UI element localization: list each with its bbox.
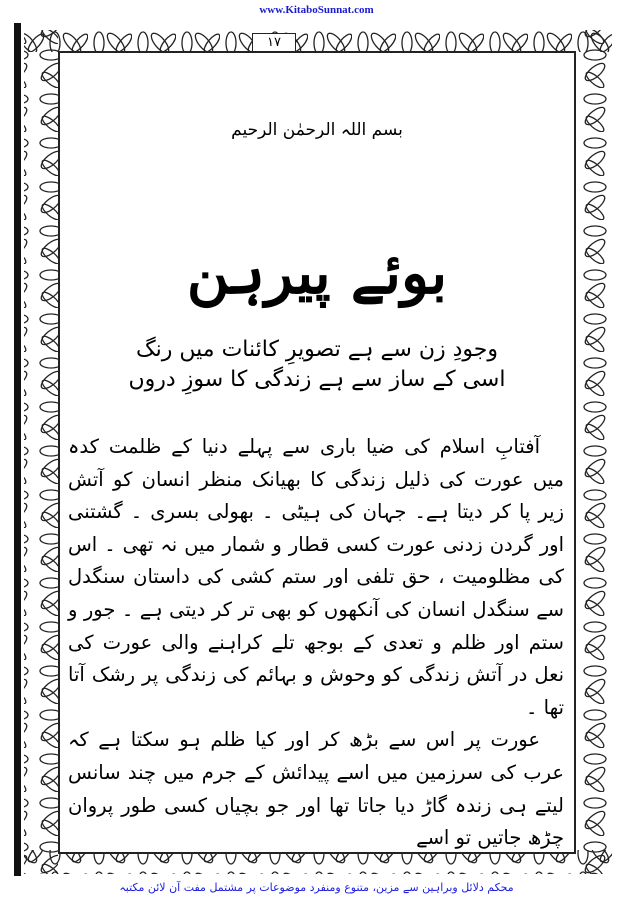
verse-line-2: اسی کے ساز سے ہے زندگی کا سوزِ دروں [128, 367, 506, 392]
body-text [68, 431, 564, 855]
verse-line-1: وجودِ زن سے ہے تصویرِ کائنات میں رنگ [135, 337, 498, 362]
paragraph: آفتابِ اسلام کی ضیا باری سے پہلے دنیا کے ظلمت کدہ میں عورت کی ذلیل زندگی کا بھیانک منظر انسان کو آتش زیر پا کر دیتا ہے۔ جہان کی ہیٹی ۔ بھولی بسری ۔ گشتنی اور گردن زدنی عورت کسی قطار و شمار میں نہ تھی ۔ اس کی مظلومیت ، حق تلفی اور ستم کشی کی داستان سنگدل سے سنگدل انسان کی آنکھوں کو بھی تر کر دیتی ہے ۔ جور و ستم اور ظلم و تعدی کے بوجھ تلے کراہنے والی عورت کی نعل در آتش زندگی کو وحوش و بہائم کی زندگی پر رشک آتا تھا ۔ [68, 435, 564, 719]
page-content [58, 51, 576, 854]
website-watermark[interactable]: www.KitaboSunnat.com [259, 4, 374, 16]
chapter-title: بوئے پیرہن [186, 239, 448, 307]
footer-tagline[interactable]: محکم دلائل وبراہین سے مزین، متنوع ومنفرد موضوعات پر مشتمل مفت آن لائن مکتبہ [119, 881, 514, 894]
paragraph: عورت پر اس سے بڑھ کر اور کیا ظلم ہو سکتا ہے کہ عرب کی سرزمین میں اسے پیدائش کے جرم میں چند سانس لیتے ہی زندہ گاڑ دیا جاتا تھا اور جو بچیاں کسی طور پروان چڑھ جاتیں تو اسے [68, 728, 564, 850]
page-number: ١٧ [252, 33, 296, 52]
bismillah: بسم اللہ الرحمٰن الرحیم [231, 120, 403, 140]
